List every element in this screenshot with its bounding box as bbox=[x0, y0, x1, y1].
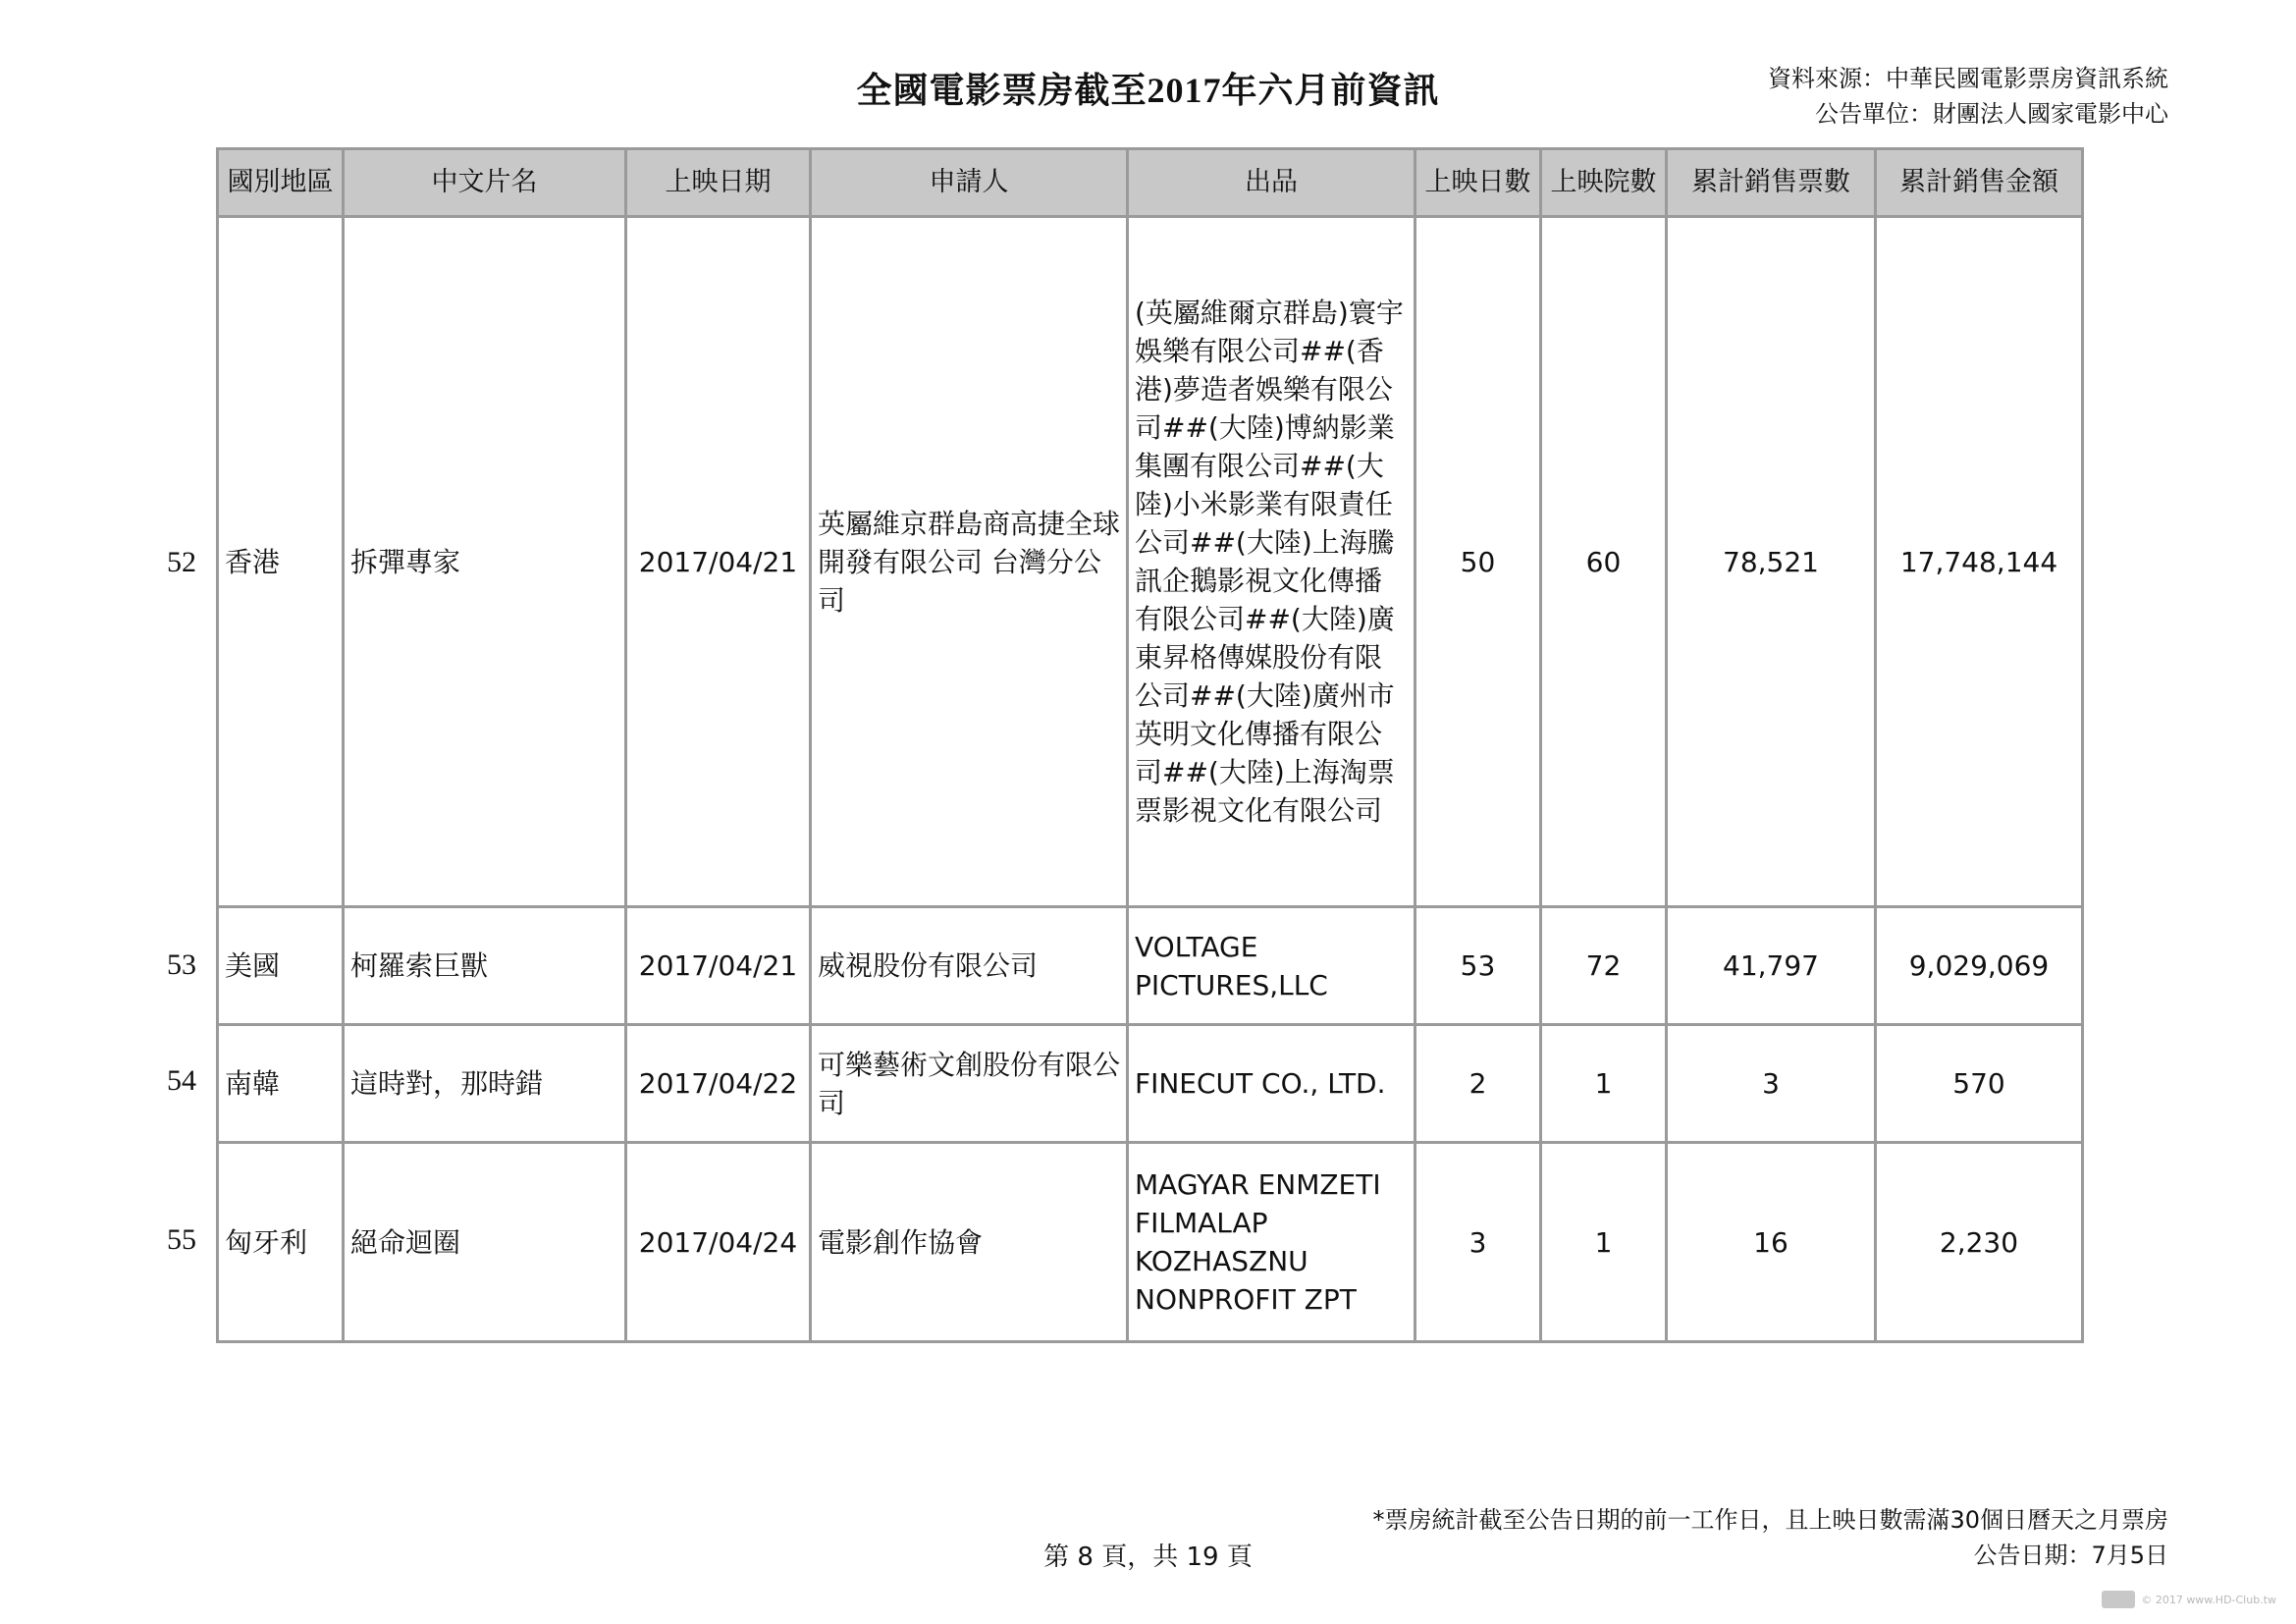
table-header-row bbox=[218, 149, 2083, 217]
cell-theaters: 72 bbox=[1541, 907, 1667, 1025]
cell-title: 絕命迴圈 bbox=[344, 1143, 626, 1342]
cell-producer: FINECUT CO., LTD. bbox=[1128, 1025, 1415, 1143]
cell-applicant: 可樂藝術文創股份有限公司 bbox=[811, 1025, 1128, 1143]
cell-country: 美國 bbox=[218, 907, 344, 1025]
table-row bbox=[218, 907, 2083, 1025]
hd-club-logo-icon bbox=[2102, 1591, 2135, 1608]
col-header-title: 中文片名 bbox=[344, 149, 626, 217]
cell-producer: MAGYAR ENMZETI FILMALAP KOZHASZNU NONPROFIT ZPT bbox=[1128, 1143, 1415, 1342]
page-number: 第 8 頁，共 19 頁 bbox=[1043, 1543, 1253, 1572]
cell-date: 2017/04/21 bbox=[626, 907, 811, 1025]
cell-date: 2017/04/24 bbox=[626, 1143, 811, 1342]
cell-applicant: 英屬維京群島商高捷全球開發有限公司 台灣分公司 bbox=[811, 217, 1128, 907]
cell-days: 2 bbox=[1415, 1025, 1541, 1143]
table-row bbox=[218, 1025, 2083, 1143]
cell-applicant: 威視股份有限公司 bbox=[811, 907, 1128, 1025]
cell-theaters: 1 bbox=[1541, 1025, 1667, 1143]
cell-gross: 2,230 bbox=[1876, 1143, 2083, 1342]
col-header-tickets: 累計銷售票數 bbox=[1667, 149, 1876, 217]
cell-title: 這時對，那時錯 bbox=[344, 1025, 626, 1143]
watermark bbox=[2102, 1591, 2276, 1608]
cell-country: 匈牙利 bbox=[218, 1143, 344, 1342]
cell-tickets: 3 bbox=[1667, 1025, 1876, 1143]
col-header-applicant: 申請人 bbox=[811, 149, 1128, 217]
watermark-text: © 2017 www.HD-Club.tw bbox=[2141, 1593, 2276, 1606]
cell-theaters: 60 bbox=[1541, 217, 1667, 907]
col-header-gross: 累計銷售金額 bbox=[1876, 149, 2083, 217]
col-header-theaters: 上映院數 bbox=[1541, 149, 1667, 217]
cell-tickets: 16 bbox=[1667, 1143, 1876, 1342]
cell-date: 2017/04/21 bbox=[626, 217, 811, 907]
page-title: 全國電影票房截至2017年六月前資訊 bbox=[856, 71, 1440, 110]
cell-date: 2017/04/22 bbox=[626, 1025, 811, 1143]
row-number: 52 bbox=[167, 546, 196, 578]
announcement-date: 公告日期：7月5日 bbox=[1973, 1542, 2168, 1569]
box-office-table bbox=[216, 147, 2084, 1343]
row-number: 54 bbox=[167, 1064, 196, 1097]
cell-producer: VOLTAGE PICTURES,LLC bbox=[1128, 907, 1415, 1025]
cell-country: 香港 bbox=[218, 217, 344, 907]
col-header-producer: 出品 bbox=[1128, 149, 1415, 217]
cell-gross: 17,748,144 bbox=[1876, 217, 2083, 907]
table-row bbox=[218, 1143, 2083, 1342]
cell-title: 柯羅索巨獸 bbox=[344, 907, 626, 1025]
cell-gross: 9,029,069 bbox=[1876, 907, 2083, 1025]
data-source-info bbox=[1768, 61, 2168, 132]
cell-applicant: 電影創作協會 bbox=[811, 1143, 1128, 1342]
source-line: 資料來源：中華民國電影票房資訊系統 bbox=[1768, 65, 2168, 92]
cell-days: 3 bbox=[1415, 1143, 1541, 1342]
cell-country: 南韓 bbox=[218, 1025, 344, 1143]
cell-tickets: 41,797 bbox=[1667, 907, 1876, 1025]
publisher-line: 公告單位：財團法人國家電影中心 bbox=[1815, 100, 2168, 128]
col-header-days: 上映日數 bbox=[1415, 149, 1541, 217]
col-header-country: 國別地區 bbox=[218, 149, 344, 217]
cell-tickets: 78,521 bbox=[1667, 217, 1876, 907]
cell-theaters: 1 bbox=[1541, 1143, 1667, 1342]
cell-title: 拆彈專家 bbox=[344, 217, 626, 907]
row-number: 55 bbox=[167, 1223, 196, 1256]
cell-days: 50 bbox=[1415, 217, 1541, 907]
col-header-release-date: 上映日期 bbox=[626, 149, 811, 217]
row-number: 53 bbox=[167, 948, 196, 981]
footnote-text: *票房統計截至公告日期的前一工作日，且上映日數需滿30個日曆天之月票房 bbox=[1372, 1506, 2168, 1534]
cell-days: 53 bbox=[1415, 907, 1541, 1025]
cell-gross: 570 bbox=[1876, 1025, 2083, 1143]
cell-producer: (英屬維爾京群島)寰宇娛樂有限公司##(香港)夢造者娛樂有限公司##(大陸)博納影業集團有限公司##(大陸)小米影業有限責任公司##(大陸)上海騰訊企鵝影視文化傳播有限公司##(大陸)廣東昇格傳媒股份有限公司##(大陸)廣州市英明文化傳播有限公司##(大陸)上海淘票票影視文化有限公司 bbox=[1128, 217, 1415, 907]
table-row bbox=[218, 217, 2083, 907]
